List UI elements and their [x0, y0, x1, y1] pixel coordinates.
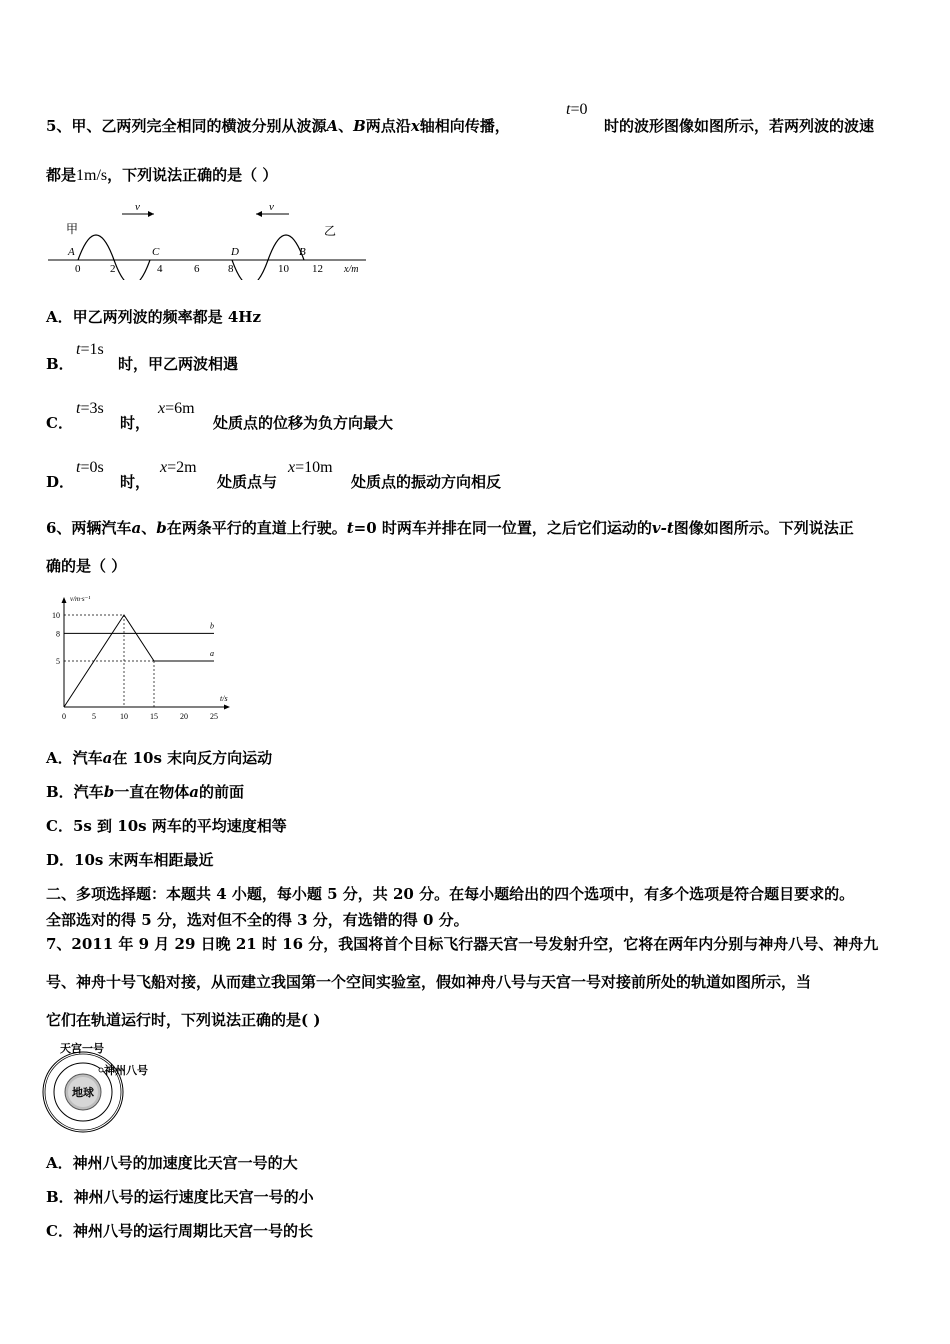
- q5-label-yi: 乙: [324, 224, 337, 238]
- q5-wave-figure: [44, 195, 374, 280]
- q5-option-d-mid2: 处质点与: [217, 473, 278, 491]
- q5-v-label-2: v: [269, 201, 274, 213]
- q5-option-b[interactable]: B．: [46, 355, 74, 373]
- q5-option-b-text: 时，甲乙两波相遇: [118, 355, 239, 373]
- q5-option-d-formula-x2: x=10m: [288, 459, 333, 476]
- q6-series: [64, 615, 214, 707]
- q5-option-d-mid: 时，: [120, 473, 151, 491]
- section2-header-line2: 全部选对的得 5 分，选对但不全的得 3 分，有选错的得 0 分。: [46, 911, 469, 929]
- q5-tick: 2: [110, 263, 116, 275]
- q5-stem-line2: 都是1m/s，下列说法正确的是（ ）: [46, 166, 278, 184]
- q7-option-a[interactable]: A．神州八号的加速度比天宫一号的大: [46, 1154, 298, 1172]
- y-tick-label: 8: [56, 629, 60, 639]
- q5-time-formula: t=0: [566, 101, 588, 118]
- series-b-label: b: [210, 621, 214, 631]
- q5-stem-line1: 5、甲、乙两列完全相同的横波分别从波源A、B两点沿x轴相向传播，: [46, 117, 510, 135]
- q5-option-a[interactable]: A．甲乙两列波的频率都是 4Hz: [46, 308, 261, 326]
- q5-option-d-text: 处质点的振动方向相反: [351, 473, 502, 491]
- q5-tick: 8: [228, 263, 234, 275]
- q5-tick: 4: [157, 263, 163, 275]
- series-a-label: a: [210, 649, 214, 658]
- q5-tick: 0: [75, 263, 81, 275]
- q6-stem-line1: 6、两辆汽车a、b在两条平行的直道上行驶。t=0 时两车并排在同一位置，之后它们运动的v-t图像如图所示。下列说法正: [46, 519, 854, 537]
- q6-option-c[interactable]: C．5s 到 10s 两车的平均速度相等: [46, 817, 287, 835]
- x-tick-label: 25: [210, 712, 218, 721]
- q5-point-C: C: [152, 246, 160, 258]
- q5-arrowhead-right: [148, 211, 154, 217]
- series-a-line: [64, 615, 214, 707]
- q5-stem-line1-end: 时的波形图像如图所示，若两列波的波速: [604, 117, 875, 135]
- q5-option-c-formula-t: t=3s: [76, 400, 104, 417]
- q7-option-b[interactable]: B．神州八号的运行速度比天宫一号的小: [46, 1188, 314, 1206]
- q6-labels: [52, 595, 228, 721]
- q5-point-A: A: [68, 246, 75, 258]
- q7-label-shenzhou: 神州八号: [104, 1064, 148, 1077]
- q5-option-d[interactable]: D．: [46, 473, 75, 491]
- y-axis-arrow: [62, 597, 67, 603]
- q5-label-jia: 甲: [66, 222, 79, 236]
- q5-option-c-text: 处质点的位移为负方向最大: [213, 414, 394, 432]
- q7-label-tiangong: 天宫一号: [60, 1042, 104, 1055]
- q6-axes: [62, 597, 231, 710]
- y-tick-label: 5: [56, 657, 60, 666]
- q5-wave-yi: [232, 235, 304, 280]
- q5-point-B: B: [299, 246, 306, 258]
- x-tick-label: 0: [62, 712, 66, 721]
- q5-arrowhead-left: [256, 211, 262, 217]
- q6-option-b[interactable]: B．汽车b一直在物体a的前面: [46, 783, 244, 801]
- q6-stem-line2: 确的是（ ）: [46, 557, 127, 575]
- q6-option-d[interactable]: D．10s 末两车相距最近: [46, 851, 214, 869]
- q5-tick: 12: [312, 263, 323, 275]
- x-axis-arrow: [224, 705, 230, 710]
- y-axis-label: v/m·s⁻¹: [70, 595, 91, 603]
- q5-option-d-formula-t: t=0s: [76, 459, 104, 476]
- q5-x-ticks: [75, 263, 323, 275]
- q5-option-d-formula-x1: x=2m: [160, 459, 197, 476]
- q7-option-c[interactable]: C．神州八号的运行周期比天宫一号的长: [46, 1222, 313, 1240]
- y-tick-label: 10: [52, 611, 60, 620]
- q5-tick: 10: [278, 263, 289, 275]
- q6-option-a[interactable]: A．汽车a在 10s 末向反方向运动: [46, 749, 273, 767]
- q7-stem-line2: 号、神舟十号飞船对接，从而建立我国第一个空间实验室，假如神舟八号与天宫一号对接前所处的轨道如图所示，当: [46, 973, 812, 991]
- q5-option-c-formula-x: x=6m: [158, 400, 195, 417]
- x-tick-label: 15: [150, 712, 158, 721]
- x-axis-label: t/s: [220, 694, 228, 703]
- x-tick-label: 10: [120, 712, 128, 721]
- q5-option-c[interactable]: C．: [46, 414, 73, 432]
- x-tick-label: 5: [92, 712, 96, 721]
- q6-vt-chart: [40, 585, 235, 725]
- q5-option-c-mid: 时，: [120, 414, 151, 432]
- q5-point-D: D: [231, 246, 239, 258]
- q5-axis-label: x/m: [344, 264, 359, 275]
- q6-guides: [64, 615, 154, 707]
- q5-tick: 6: [194, 263, 200, 275]
- q7-label-earth: 地球: [72, 1086, 94, 1099]
- q7-orbit-figure: [40, 1038, 170, 1138]
- section2-header-line1: 二、多项选择题：本题共 4 小题，每小题 5 分，共 20 分。在每小题给出的四个选项中，有多个选项是符合题目要求的。: [46, 885, 855, 903]
- q5-v-label-1: v: [135, 201, 140, 213]
- q7-stem-line3: 它们在轨道运行时，下列说法正确的是( ): [46, 1011, 321, 1029]
- q7-satellite-icon: [99, 1068, 103, 1072]
- x-tick-label: 20: [180, 712, 188, 721]
- q7-stem-line1: 7、2011 年 9 月 29 日晚 21 时 16 分，我国将首个目标飞行器天宫一号发射升空，它将在两年内分别与神舟八号、神舟九: [46, 935, 879, 953]
- q5-option-b-formula: t=1s: [76, 341, 104, 358]
